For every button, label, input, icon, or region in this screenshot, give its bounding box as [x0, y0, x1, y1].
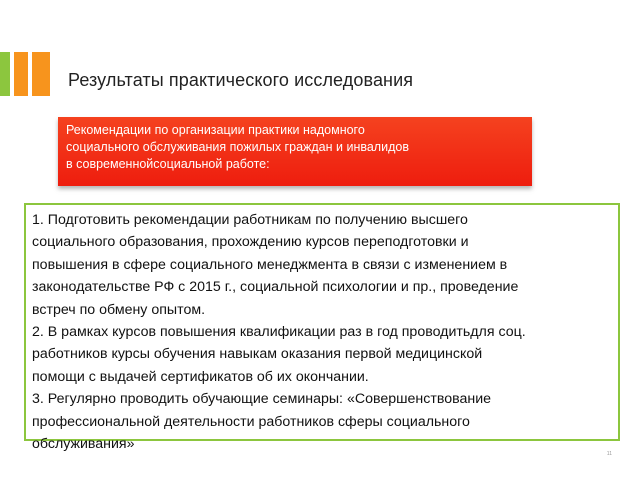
- content-line: 1. Подготовить рекомендации работникам по получению высшего: [32, 212, 468, 228]
- content-line: обслуживания»: [32, 436, 135, 453]
- header-line: Рекомендации по организации практики надомного: [66, 123, 365, 137]
- decor-bar-orange-wide: [32, 52, 50, 96]
- header-line: социального обслуживания пожилых граждан и инвалидов: [66, 140, 409, 154]
- decor-bar-green: [0, 52, 10, 96]
- content-line: помощи с выдачей сертификатов об их окончании.: [32, 368, 369, 385]
- content-line: повышения в сфере социального менеджмента в связи с изменением в: [32, 256, 508, 273]
- content-line: законодательстве РФ с 2015 г., социальной психологии и пр., проведение: [32, 279, 519, 296]
- recommendations-content-box: [24, 203, 620, 453]
- page-number: 11: [606, 451, 612, 457]
- header-line: в современнойсоциальной работе:: [66, 157, 270, 171]
- slide-title: Результаты практического исследования: [68, 70, 414, 90]
- content-line: социального образования, прохождению курсов переподготовки и: [32, 234, 469, 251]
- content-line: 2. В рамках курсов повышения квалификации раз в год проводитьдля соц.: [32, 324, 526, 341]
- content-line: 3. Регулярно проводить обучающие семинары: «Совершенствование: [32, 391, 492, 408]
- recommendations-header-box: [58, 117, 532, 186]
- content-line: профессиональной деятельности работников сферы социального: [32, 413, 470, 430]
- decor-bar-orange-narrow: [14, 52, 28, 96]
- content-line: работников курсы обучения навыкам оказания первой медицинской: [32, 346, 483, 363]
- content-line: встреч по обмену опытом.: [32, 301, 206, 318]
